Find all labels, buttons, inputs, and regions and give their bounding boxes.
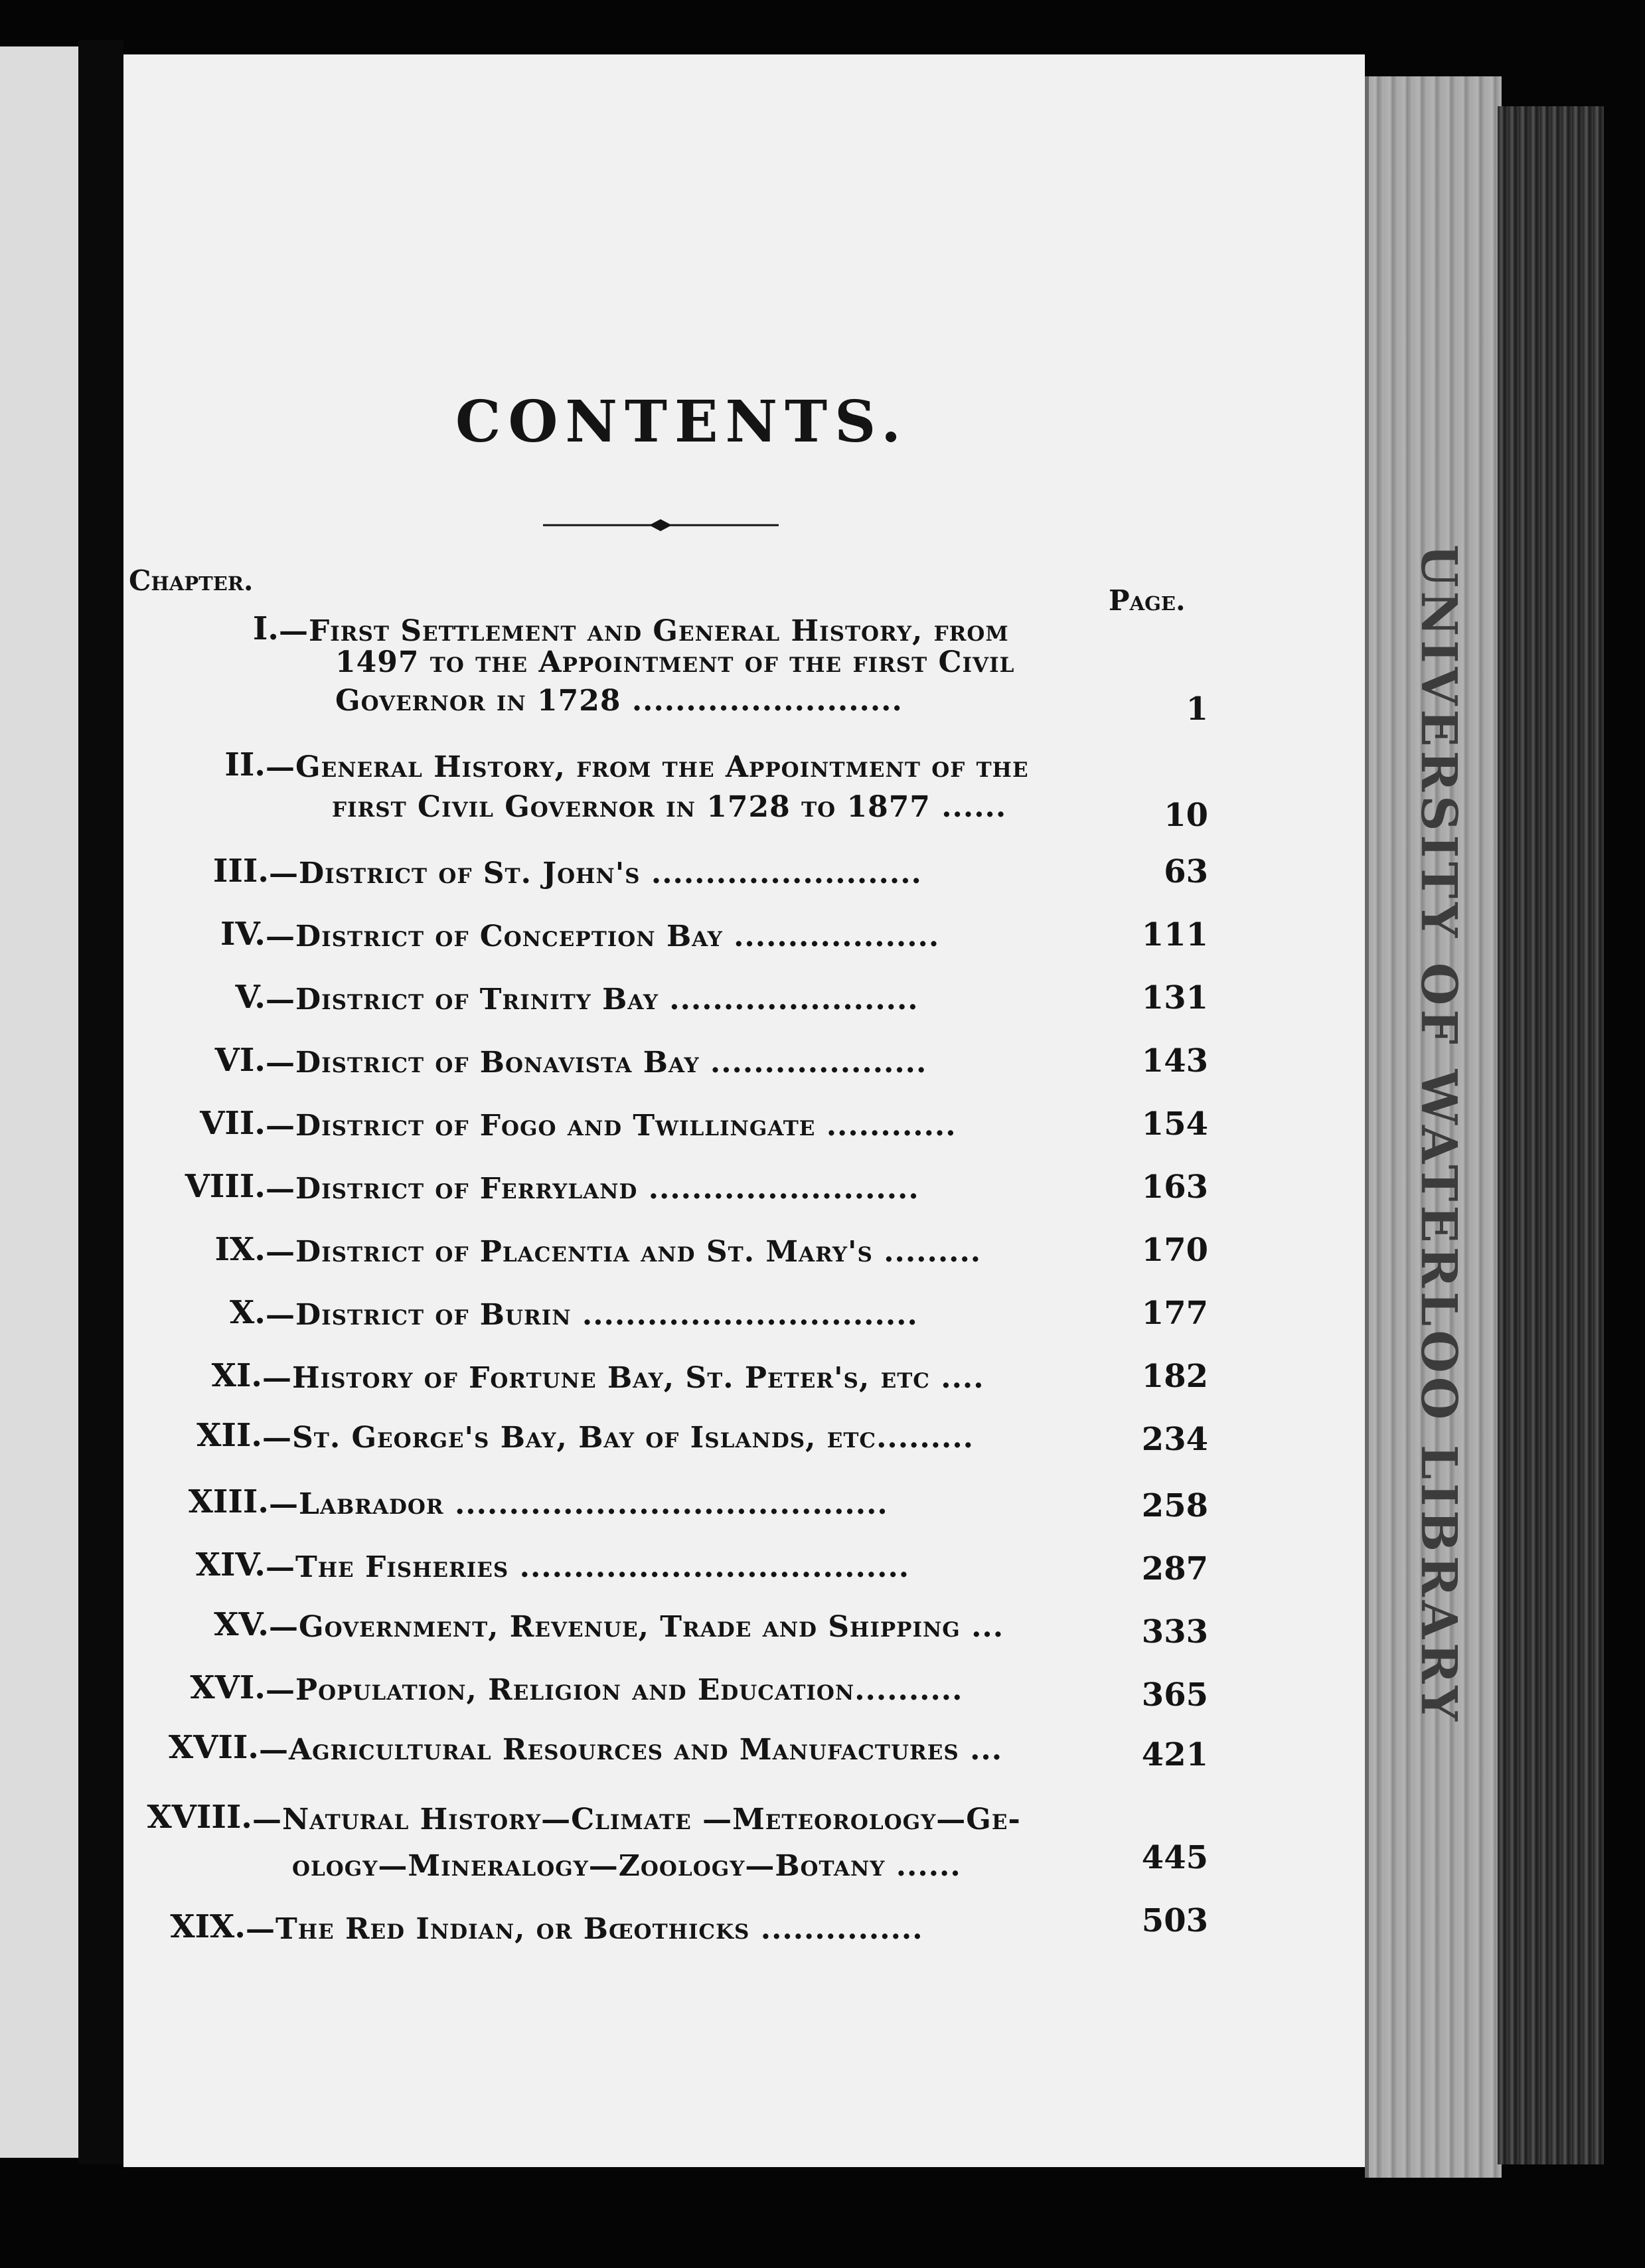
chapter-title-line: —District of St. John's ......................... — [269, 856, 922, 890]
page-number: 234 — [1141, 1421, 1208, 1458]
chapter-title-line: —History of Fortune Bay, St. Peter's, etc .... — [262, 1361, 984, 1395]
chapter-title-line: —General History, from the Appointment of the — [266, 750, 1029, 784]
chapter-column-header: Chapter. — [129, 564, 254, 597]
chapter-title-line: —District of Placentia and St. Mary's ......... — [266, 1235, 982, 1269]
chapter-title-line: —District of Fogo and Twillingate ............ — [266, 1109, 957, 1143]
chapter-number: XVII. — [168, 1729, 259, 1766]
chapter-number: V. — [235, 979, 266, 1016]
page-number: 170 — [1141, 1232, 1208, 1269]
library-stamp: UNIVERSITY OF WATERLOO LIBRARY — [1410, 544, 1467, 1726]
chapter-title-line: —District of Bonavista Bay .................... — [266, 1046, 927, 1080]
chapter-number: XVIII. — [147, 1799, 252, 1836]
chapter-title-line: —The Fisheries .................................... — [266, 1550, 910, 1584]
chapter-title-line: —St. George's Bay, Bay of Islands, etc......... — [262, 1421, 974, 1455]
chapter-number: XI. — [211, 1357, 262, 1394]
page-title: CONTENTS. — [455, 388, 909, 455]
chapter-number: VII. — [200, 1105, 266, 1142]
chapter-number: X. — [230, 1294, 266, 1331]
chapter-title-line: —First Settlement and General History, from — [279, 614, 1009, 648]
page-number: 287 — [1141, 1550, 1208, 1587]
page-number: 182 — [1141, 1358, 1208, 1395]
chapter-number: VIII. — [185, 1168, 266, 1205]
page-column-header: Page. — [1109, 584, 1186, 617]
chapter-number: IV. — [220, 916, 266, 953]
page-number: 143 — [1141, 1042, 1208, 1080]
chapter-title-line: —District of Ferryland ......................... — [266, 1172, 919, 1206]
chapter-title-line: ology—Mineralogy—Zoology—Botany ...... — [292, 1849, 961, 1883]
chapter-number: IX. — [214, 1231, 266, 1268]
page-number: 131 — [1141, 979, 1208, 1016]
page-number: 421 — [1141, 1736, 1208, 1773]
chapter-number: XIX. — [170, 1908, 246, 1945]
chapter-number: II. — [224, 746, 266, 783]
page-number: 111 — [1141, 916, 1208, 953]
chapter-number: I. — [252, 610, 279, 647]
chapter-title-line: —District of Conception Bay ................... — [266, 920, 940, 953]
chapter-number: XVI. — [190, 1669, 266, 1706]
chapter-number: XII. — [196, 1417, 262, 1454]
chapter-title-line: first Civil Governor in 1728 to 1877 ...... — [332, 790, 1007, 824]
chapter-title-line: —District of Trinity Bay ....................... — [266, 983, 919, 1016]
page-number: 503 — [1141, 1902, 1208, 1939]
chapter-title-line: —The Red Indian, or Bœothicks ............... — [246, 1912, 923, 1946]
page-number: 10 — [1164, 797, 1208, 834]
page-number: 333 — [1141, 1613, 1208, 1651]
chapter-number: XIV. — [195, 1546, 266, 1583]
page-number: 258 — [1141, 1487, 1208, 1524]
chapter-title-line: 1497 to the Appointment of the first Civil — [335, 645, 1015, 679]
chapter-number: VI. — [214, 1042, 266, 1079]
chapter-number: XIII. — [188, 1483, 269, 1520]
page-number: 63 — [1164, 853, 1208, 890]
chapter-title-line: —Agricultural Resources and Manufactures ... — [259, 1733, 1003, 1767]
page-number: 365 — [1141, 1676, 1208, 1714]
chapter-number: III. — [212, 852, 269, 890]
chapter-number: XV. — [214, 1606, 269, 1643]
page-number: 445 — [1141, 1839, 1208, 1876]
page-number: 1 — [1186, 690, 1208, 728]
chapter-title-line: —District of Burin ............................... — [266, 1298, 918, 1332]
chapter-title-line: —Population, Religion and Education.......... — [266, 1673, 963, 1707]
page-number: 154 — [1141, 1105, 1208, 1143]
chapter-title-line: —Labrador ........................................ — [269, 1487, 888, 1521]
chapter-title-line: —Government, Revenue, Trade and Shipping ... — [269, 1610, 1004, 1644]
page-number: 177 — [1141, 1295, 1208, 1332]
page-number: 163 — [1141, 1169, 1208, 1206]
chapter-title-line: Governor in 1728 ......................... — [335, 684, 903, 718]
chapter-title-line: —Natural History—Climate —Meteorology—Ge- — [252, 1803, 1021, 1836]
